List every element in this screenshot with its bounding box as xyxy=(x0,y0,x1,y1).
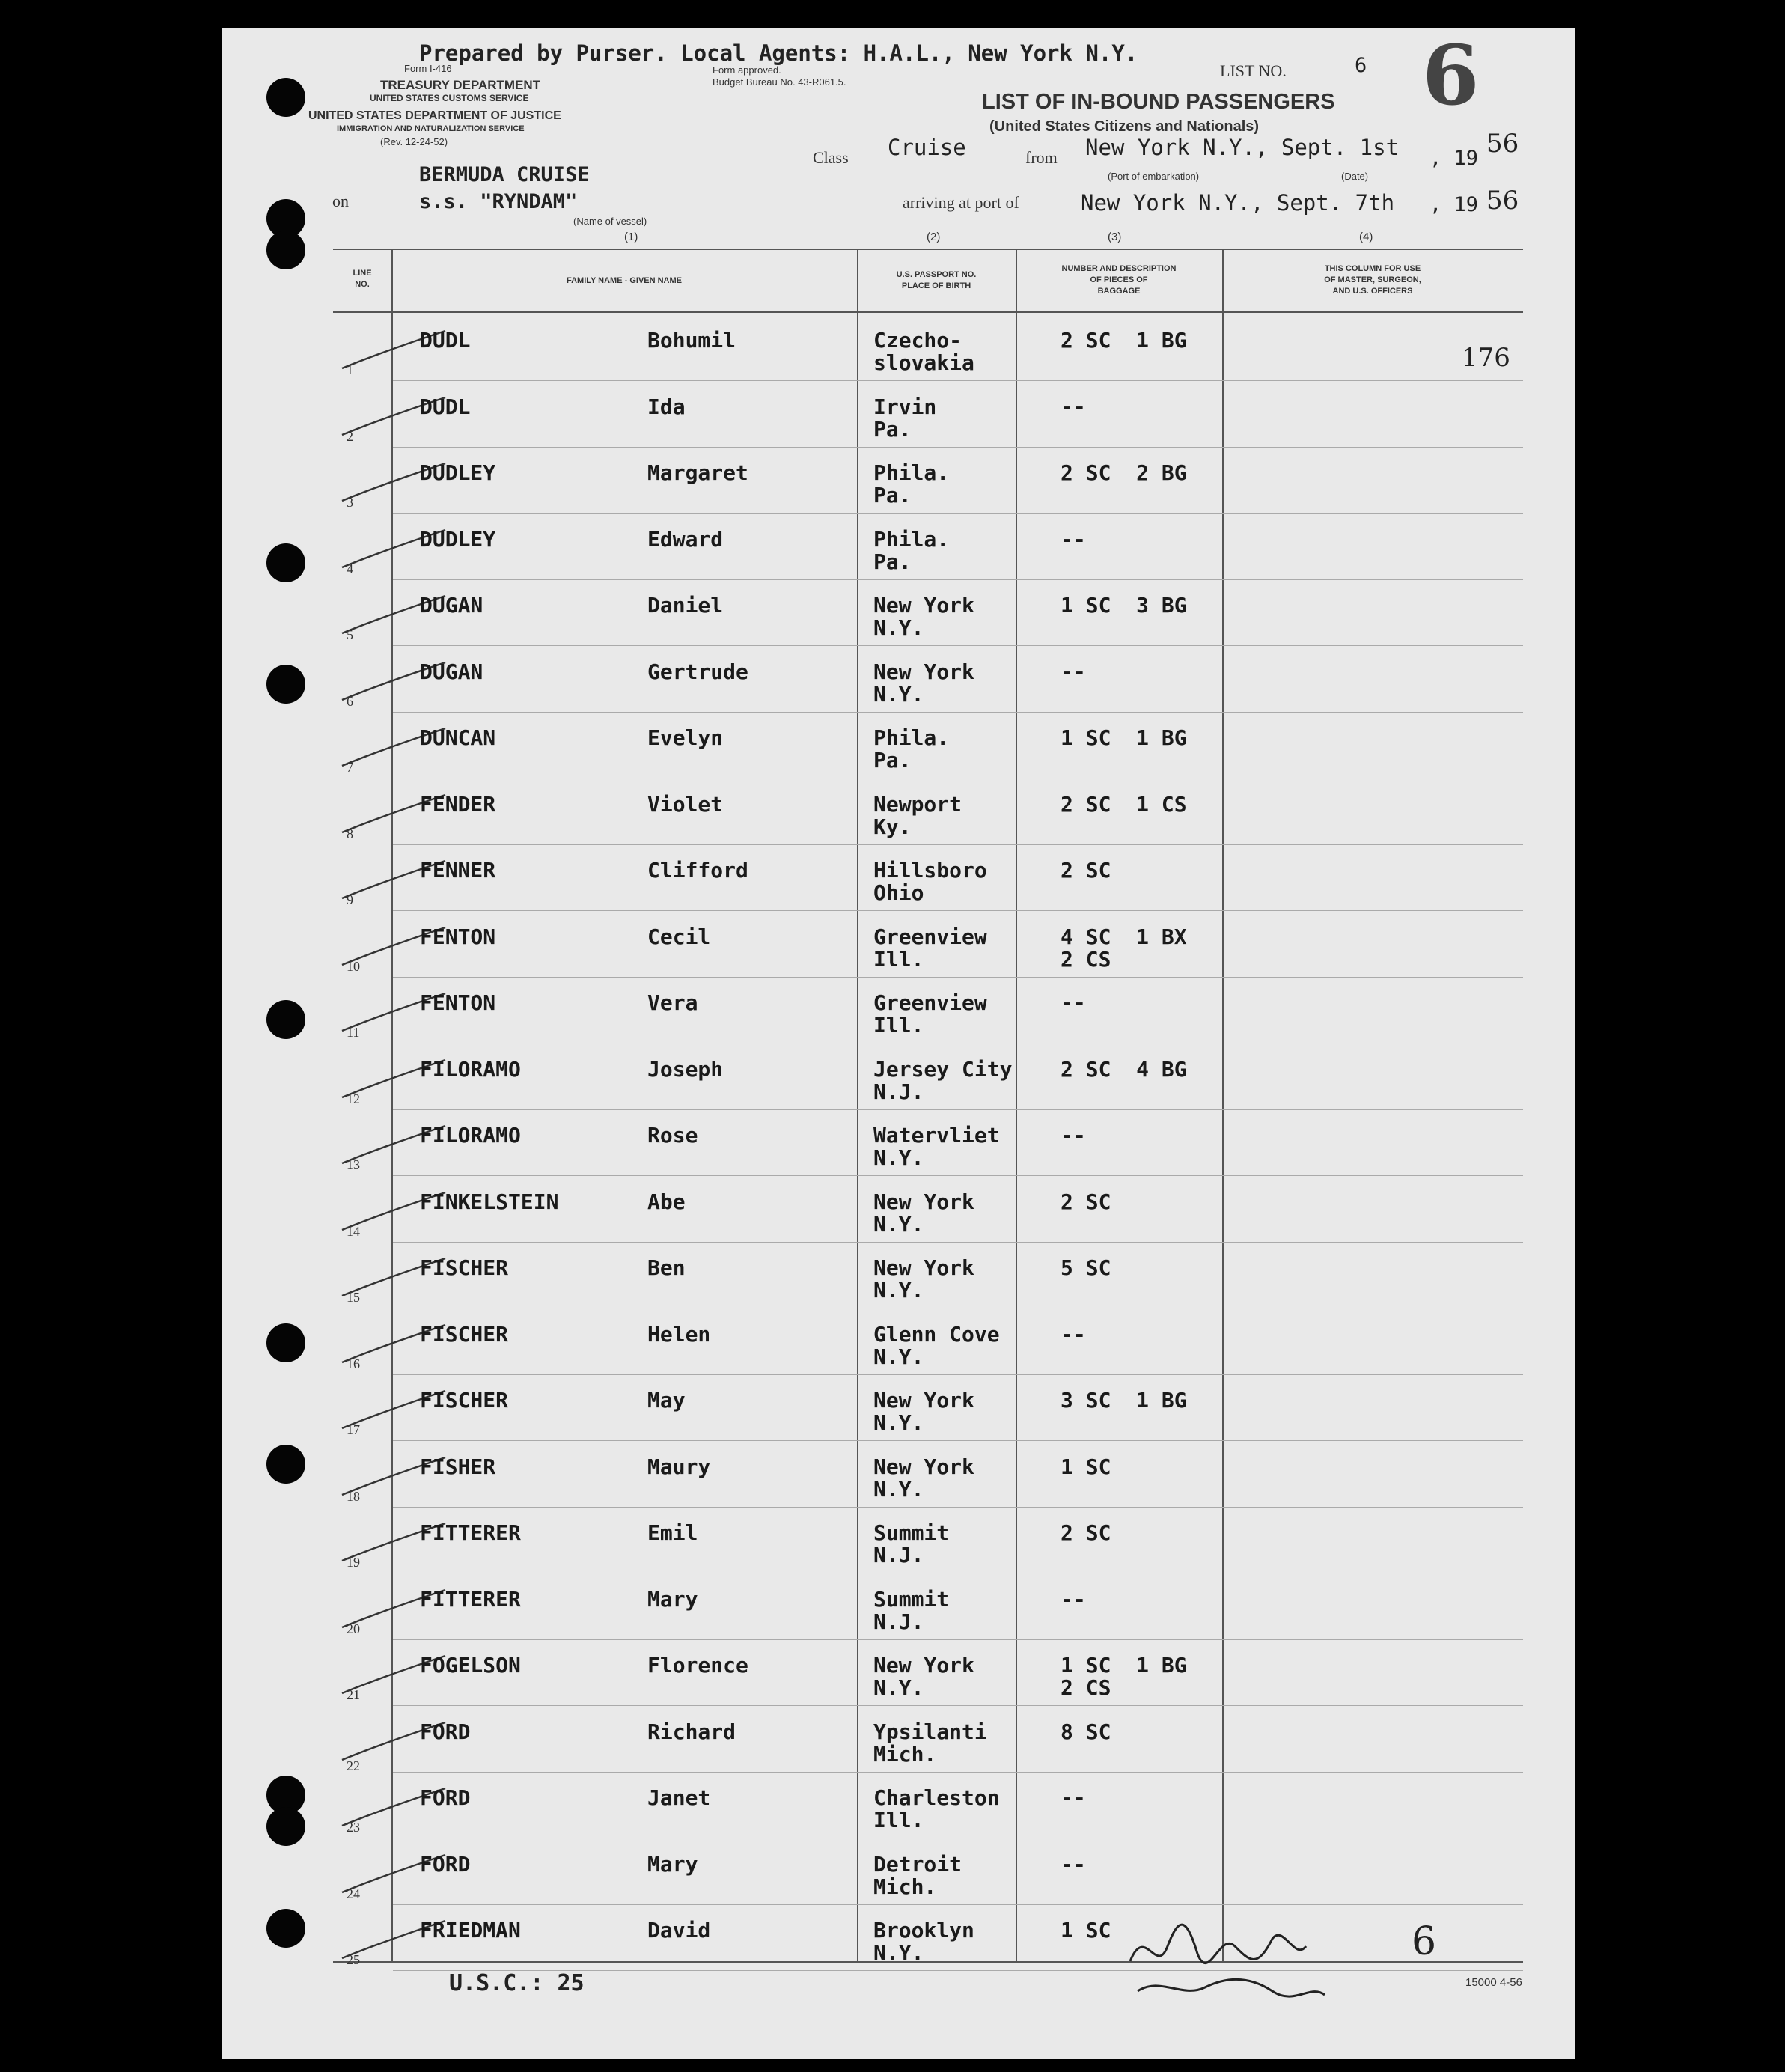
given-name: Daniel xyxy=(647,593,724,618)
table-row xyxy=(333,1639,1523,1706)
birth-place-line2: Pa. xyxy=(873,483,912,508)
cruise-name: BERMUDA CRUISE xyxy=(419,163,590,186)
given-name: Cecil xyxy=(647,924,711,949)
arriving-label: arriving at port of xyxy=(903,193,1019,212)
page-annotation: 176 xyxy=(1462,343,1510,373)
date-label: (Date) xyxy=(1341,171,1369,182)
family-name: DUGAN xyxy=(420,593,483,618)
birth-place-line2: Ky. xyxy=(873,814,912,839)
birth-place-line1: New York xyxy=(873,593,974,618)
family-name: FORD xyxy=(420,1719,471,1744)
family-name: FISCHER xyxy=(420,1321,509,1347)
family-name: DUDL xyxy=(420,394,471,419)
given-name: Maury xyxy=(647,1454,711,1479)
birth-place-line2: N.Y. xyxy=(873,1476,924,1502)
baggage-line1: 2 SC 1 CS xyxy=(1061,791,1187,817)
family-name: DUNCAN xyxy=(420,725,496,750)
family-name: FINKELSTEIN xyxy=(420,1189,559,1214)
line-number: 15 xyxy=(347,1290,360,1305)
birth-place-line1: Jersey City xyxy=(873,1056,1013,1082)
baggage-line2: 2 CS xyxy=(1061,1675,1111,1700)
table-row xyxy=(333,579,1523,646)
baggage-line1: 2 SC xyxy=(1061,1189,1111,1214)
birth-place-line2: Ill. xyxy=(873,946,924,972)
birth-place-line2: Pa. xyxy=(873,416,912,442)
table-row xyxy=(333,1043,1523,1110)
table-row xyxy=(333,381,1523,448)
family-name: FISCHER xyxy=(420,1388,509,1413)
baggage-line1: -- xyxy=(1061,526,1086,552)
baggage-line1: 1 SC 1 BG xyxy=(1061,725,1187,750)
binder-hole-8 xyxy=(266,1445,305,1484)
binder-hole-1 xyxy=(266,78,305,117)
header-line-no: LINE NO. xyxy=(353,269,372,289)
list-title: LIST OF IN-BOUND PASSENGERS xyxy=(982,90,1335,114)
family-name: FILORAMO xyxy=(420,1123,521,1148)
family-name: DUDL xyxy=(420,328,471,353)
family-name: DUDLEY xyxy=(420,460,496,485)
print-code: 15000 4-56 xyxy=(1465,1976,1522,1989)
arriving-year-handwritten: 56 xyxy=(1486,186,1519,216)
baggage-line1: -- xyxy=(1061,1586,1086,1612)
family-name: FENTON xyxy=(420,990,496,1015)
prepared-by-line: Prepared by Purser. Local Agents: H.A.L., New York N.Y. xyxy=(419,40,1138,66)
birth-place-line2: Ill. xyxy=(873,1013,924,1037)
column-number-1: (1) xyxy=(624,231,638,243)
officer-signature xyxy=(1115,1901,1362,2014)
vessel-label: (Name of vessel) xyxy=(573,216,647,227)
birth-place-line1: Newport xyxy=(873,791,962,817)
birth-place-line1: New York xyxy=(873,659,974,684)
line-number: 12 xyxy=(347,1091,360,1106)
line-number: 11 xyxy=(347,1025,360,1040)
binder-hole-5 xyxy=(266,665,305,704)
birth-place-line2: N.Y. xyxy=(873,1675,924,1700)
given-name: Florence xyxy=(647,1653,748,1678)
birth-place-line1: Summit xyxy=(873,1586,950,1612)
line-number: 22 xyxy=(347,1758,360,1773)
birth-place-line1: Summit xyxy=(873,1520,950,1545)
from-label: from xyxy=(1025,148,1058,167)
given-name: Gertrude xyxy=(647,659,748,684)
line-number: 2 xyxy=(347,428,353,444)
form-approved: Form approved. xyxy=(713,64,781,76)
table-row xyxy=(333,712,1523,778)
baggage-line1: 5 SC xyxy=(1061,1255,1111,1280)
given-name: May xyxy=(647,1388,686,1413)
line-number: 16 xyxy=(347,1356,360,1371)
birth-place-line1: Greenview xyxy=(873,924,987,949)
baggage-line1: 8 SC xyxy=(1061,1719,1111,1744)
baggage-line1: -- xyxy=(1061,659,1086,684)
birth-place-line1: New York xyxy=(873,1189,974,1214)
birth-place-line2: Pa. xyxy=(873,549,912,574)
given-name: Violet xyxy=(647,791,724,817)
baggage-line1: 2 SC 2 BG xyxy=(1061,460,1187,485)
baggage-line1: -- xyxy=(1061,1851,1086,1877)
table-row xyxy=(333,1308,1523,1375)
binder-hole-4 xyxy=(266,543,305,582)
baggage-line1: 2 SC 1 BG xyxy=(1061,328,1187,353)
given-name: Ben xyxy=(647,1255,686,1280)
birth-place-line2: Ill. xyxy=(873,1808,924,1832)
list-no-label: LIST NO. xyxy=(1220,61,1287,80)
line-number: 18 xyxy=(347,1488,360,1504)
family-name: FITTERER xyxy=(420,1520,521,1545)
baggage-line1: 1 SC 1 BG xyxy=(1061,1653,1187,1678)
baggage-line1: 1 SC 3 BG xyxy=(1061,593,1187,618)
table-row xyxy=(333,1772,1523,1838)
line-number: 1 xyxy=(347,362,353,377)
department-of-justice: UNITED STATES DEPARTMENT OF JUSTICE xyxy=(308,109,561,122)
line-number: 23 xyxy=(347,1820,360,1835)
given-name: Janet xyxy=(647,1785,711,1810)
binder-hole-7 xyxy=(266,1323,305,1362)
arriving-value: New York N.Y., Sept. 7th xyxy=(1081,190,1395,216)
table-row xyxy=(333,778,1523,845)
given-name: Helen xyxy=(647,1321,711,1347)
ins-service: IMMIGRATION AND NATURALIZATION SERVICE xyxy=(337,124,525,133)
birth-place-line1: New York xyxy=(873,1255,974,1280)
baggage-line1: 1 SC xyxy=(1061,1918,1111,1942)
given-name: Mary xyxy=(647,1851,698,1877)
form-number: Form I-416 xyxy=(404,63,452,74)
list-no-value: 6 xyxy=(1355,54,1367,77)
birth-place-line1: Ypsilanti xyxy=(873,1719,987,1744)
baggage-line1: -- xyxy=(1061,1785,1086,1810)
birth-place-line2: Ohio xyxy=(873,880,924,905)
family-name: DUGAN xyxy=(420,659,483,684)
header-officers: THIS COLUMN FOR USE OF MASTER, SURGEON, AND U.S. OFFICERS xyxy=(1324,264,1421,296)
line-number: 14 xyxy=(347,1223,360,1239)
class-label: Class xyxy=(813,148,849,167)
column-number-4: (4) xyxy=(1359,231,1373,243)
column-number-3: (3) xyxy=(1108,231,1122,243)
table-row xyxy=(333,911,1523,978)
given-name: Joseph xyxy=(647,1056,724,1082)
line-number: 4 xyxy=(347,561,353,576)
binder-hole-6 xyxy=(266,1000,305,1039)
header-passport: U.S. PASSPORT NO. PLACE OF BIRTH xyxy=(896,270,977,290)
family-name: FOGELSON xyxy=(420,1653,521,1678)
family-name: FISHER xyxy=(420,1454,496,1479)
table-row xyxy=(333,977,1523,1043)
given-name: Margaret xyxy=(647,460,748,485)
birth-place-line1: Hillsboro xyxy=(873,858,987,883)
table-row xyxy=(333,1109,1523,1176)
family-name: FENDER xyxy=(420,791,496,817)
birth-place-line2: Mich. xyxy=(873,1741,937,1767)
birth-place-line2: N.Y. xyxy=(873,1211,924,1237)
table-row xyxy=(333,646,1523,713)
baggage-line1: -- xyxy=(1061,1123,1086,1148)
birth-place-line2: N.Y. xyxy=(873,1145,924,1170)
family-name: FILORAMO xyxy=(420,1056,521,1082)
baggage-line1: 3 SC 1 BG xyxy=(1061,1388,1187,1413)
baggage-line1: -- xyxy=(1061,990,1086,1015)
baggage-line1: 2 SC xyxy=(1061,1520,1111,1545)
baggage-line2: 2 CS xyxy=(1061,946,1111,972)
table-row xyxy=(333,1838,1523,1905)
line-number: 7 xyxy=(347,760,353,775)
big-list-number: 6 xyxy=(1422,27,1480,124)
birth-place-line1: Phila. xyxy=(873,526,950,552)
family-name: FENNER xyxy=(420,858,496,883)
given-name: Rose xyxy=(647,1123,698,1148)
birth-place-line2: N.J. xyxy=(873,1543,924,1567)
line-number: 5 xyxy=(347,627,353,642)
birth-place-line1: Czecho- xyxy=(873,328,962,353)
birth-place-line1: Watervliet xyxy=(873,1123,1000,1148)
binder-hole-11 xyxy=(266,1909,305,1948)
treasury-department: TREASURY DEPARTMENT xyxy=(380,78,541,92)
binder-hole-10 xyxy=(266,1807,305,1846)
birth-place-line1: Brooklyn xyxy=(873,1918,974,1942)
table-row xyxy=(333,1507,1523,1573)
given-name: Bohumil xyxy=(647,328,736,353)
birth-place-line1: Detroit xyxy=(873,1851,962,1877)
given-name: Richard xyxy=(647,1719,736,1744)
line-number: 9 xyxy=(347,892,353,907)
baggage-line1: 2 SC 4 BG xyxy=(1061,1056,1187,1082)
given-name: Emil xyxy=(647,1520,698,1545)
given-name: Clifford xyxy=(647,858,748,883)
family-name: FENTON xyxy=(420,924,496,949)
baggage-line1: 4 SC 1 BX xyxy=(1061,924,1187,949)
given-name: Vera xyxy=(647,990,698,1015)
table-row xyxy=(333,1706,1523,1773)
given-name: Abe xyxy=(647,1189,686,1214)
baggage-line1: 1 SC xyxy=(1061,1454,1111,1479)
column-number-2: (2) xyxy=(927,231,941,243)
birth-place-line1: Glenn Cove xyxy=(873,1321,1000,1347)
birth-place-line2: N.Y. xyxy=(873,1410,924,1435)
table-row xyxy=(333,314,1523,381)
table-row xyxy=(333,1242,1523,1308)
family-name: FRIEDMAN xyxy=(420,1918,521,1942)
family-name: FITTERER xyxy=(420,1586,521,1612)
table-row xyxy=(333,1441,1523,1508)
family-name: FISCHER xyxy=(420,1255,509,1280)
birth-place-line2: N.Y. xyxy=(873,1940,924,1965)
birth-place-line2: Pa. xyxy=(873,748,912,773)
list-subtitle: (United States Citizens and Nationals) xyxy=(989,118,1260,135)
line-number: 3 xyxy=(347,495,353,510)
line-number: 8 xyxy=(347,826,353,841)
birth-place-line1: Charleston xyxy=(873,1785,1000,1810)
given-name: Edward xyxy=(647,526,724,552)
from-value: New York N.Y., Sept. 1st xyxy=(1085,135,1400,160)
birth-place-line2: N.J. xyxy=(873,1609,924,1634)
table-row xyxy=(333,1573,1523,1640)
line-number: 25 xyxy=(347,1952,360,1967)
line-number: 24 xyxy=(347,1886,360,1901)
birth-place-line2: N.Y. xyxy=(873,681,924,707)
family-name: FORD xyxy=(420,1851,471,1877)
birth-place-line2: slovakia xyxy=(873,350,974,375)
birth-place-line1: Phila. xyxy=(873,725,950,750)
binder-hole-3 xyxy=(266,231,305,269)
birth-place-line2: N.J. xyxy=(873,1079,924,1104)
baggage-line1: 2 SC xyxy=(1061,858,1111,883)
customs-service: UNITED STATES CUSTOMS SERVICE xyxy=(370,93,529,103)
table-row xyxy=(333,844,1523,911)
line-number: 20 xyxy=(347,1621,360,1636)
header-baggage: NUMBER AND DESCRIPTION OF PIECES OF BAGGAGE xyxy=(1061,264,1177,296)
birth-place-line2: N.Y. xyxy=(873,1344,924,1369)
birth-place-line2: Mich. xyxy=(873,1874,937,1899)
usc-count: U.S.C.: 25 xyxy=(449,1970,585,1996)
given-name: Ida xyxy=(647,394,686,419)
birth-place-line1: New York xyxy=(873,1653,974,1678)
line-number: 13 xyxy=(347,1157,360,1172)
birth-place-line1: New York xyxy=(873,1388,974,1413)
given-name: David xyxy=(647,1918,711,1942)
handwritten-count: 6 xyxy=(1412,1919,1437,1964)
line-number: 19 xyxy=(347,1555,360,1570)
vessel-name: s.s. "RYNDAM" xyxy=(419,190,578,213)
birth-place-line2: N.Y. xyxy=(873,1278,924,1302)
baggage-line1: -- xyxy=(1061,1321,1086,1347)
budget-bureau: Budget Bureau No. 43-R061.5. xyxy=(713,76,846,88)
from-year-handwritten: 56 xyxy=(1486,129,1519,159)
table-row xyxy=(333,447,1523,514)
family-name: FORD xyxy=(420,1785,471,1810)
family-name: DUDLEY xyxy=(420,526,496,552)
birth-place-line1: Greenview xyxy=(873,990,987,1015)
revision-date: (Rev. 12-24-52) xyxy=(380,136,448,147)
table-row xyxy=(333,1374,1523,1441)
birth-place-line2: N.Y. xyxy=(873,615,924,640)
passenger-table xyxy=(333,249,1523,1967)
port-embark-label: (Port of embarkation) xyxy=(1108,171,1200,182)
line-number: 21 xyxy=(347,1687,360,1702)
class-value: Cruise xyxy=(888,135,966,160)
line-number: 17 xyxy=(347,1422,360,1437)
baggage-line1: -- xyxy=(1061,394,1086,419)
line-number: 6 xyxy=(347,693,353,709)
table-row xyxy=(333,514,1523,580)
birth-place-line1: Irvin xyxy=(873,394,937,419)
line-number: 10 xyxy=(347,958,360,974)
header-name: FAMILY NAME - GIVEN NAME xyxy=(566,276,683,285)
birth-place-line1: Phila. xyxy=(873,460,950,485)
arriving-year-prefix: , 19 xyxy=(1429,193,1479,216)
on-label: on xyxy=(332,192,349,210)
given-name: Mary xyxy=(647,1586,698,1612)
given-name: Evelyn xyxy=(647,725,724,750)
from-year-prefix: , 19 xyxy=(1429,147,1479,170)
birth-place-line1: New York xyxy=(873,1454,974,1479)
table-row xyxy=(333,1176,1523,1243)
